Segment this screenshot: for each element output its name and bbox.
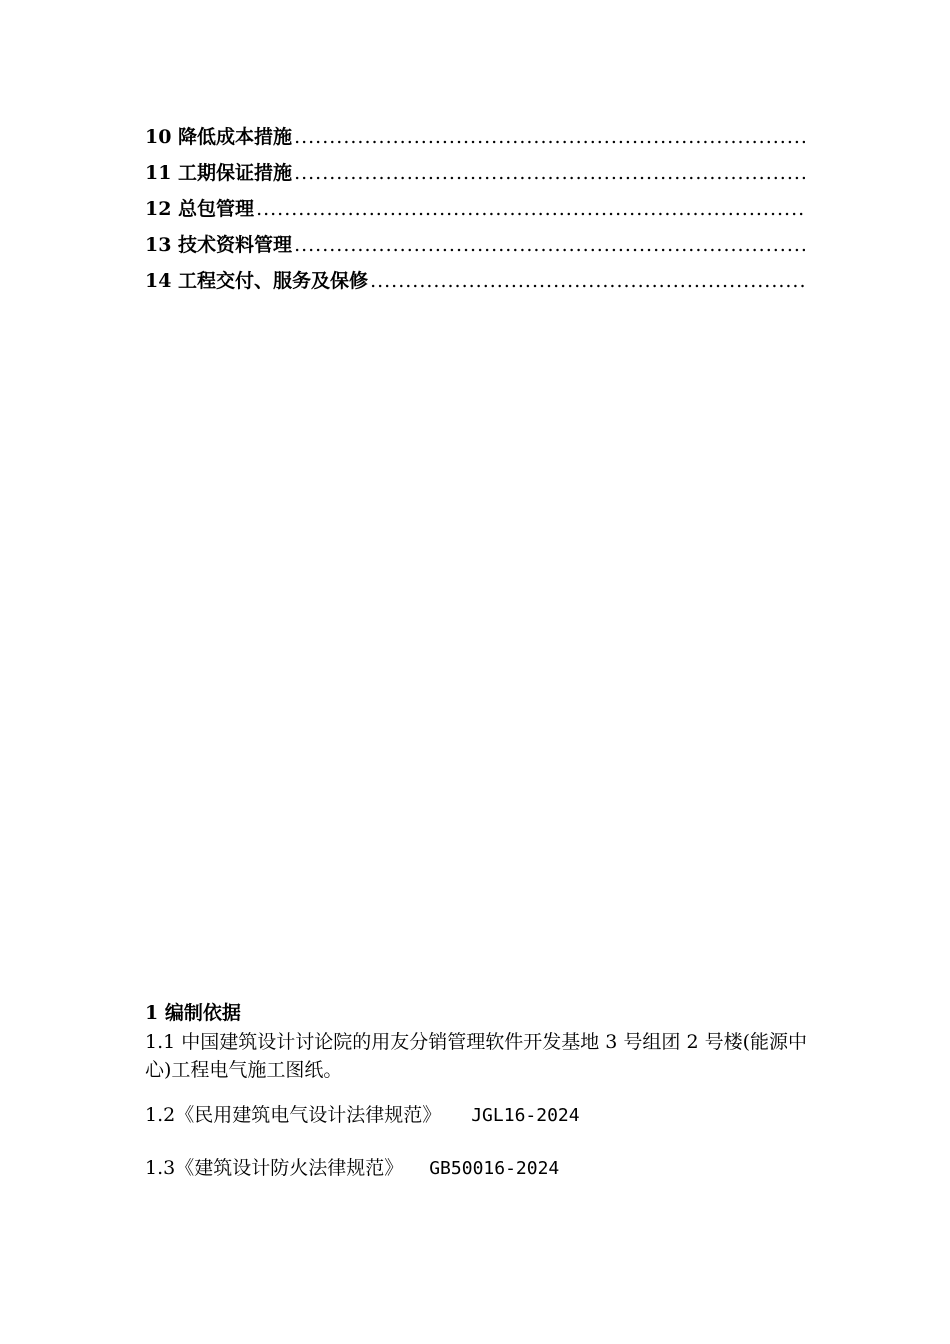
- toc-dot-leader: [294, 126, 805, 148]
- section-heading: 1 编制依据: [145, 1002, 241, 1024]
- toc-entry-label: 11 工期保证措施: [145, 162, 293, 184]
- toc-entry-10[interactable]: [145, 122, 805, 158]
- toc-dot-leader: [256, 198, 805, 220]
- toc-entry-label: 10 降低成本措施: [145, 126, 293, 148]
- toc-entry-12[interactable]: [145, 194, 805, 230]
- toc-dot-leader: [294, 162, 805, 184]
- reference-code: GB50016-2024: [429, 1158, 560, 1179]
- reference-1-2: [145, 1100, 815, 1127]
- reference-1-3: [145, 1153, 815, 1180]
- toc-entry-label: 12 总包管理: [145, 198, 255, 220]
- toc-entry-11[interactable]: [145, 158, 805, 194]
- reference-code: JGL16-2024: [471, 1105, 580, 1126]
- section-basis: [145, 998, 815, 1180]
- toc-entry-13[interactable]: [145, 230, 805, 266]
- table-of-contents: [145, 122, 805, 302]
- toc-entry-label: 13 技术资料管理: [145, 234, 293, 256]
- toc-dot-leader: [370, 270, 805, 292]
- reference-title: 1.2《民用建筑电气设计法律规范》: [145, 1104, 442, 1126]
- toc-dot-leader: [294, 234, 805, 256]
- toc-entry-label: 14 工程交付、服务及保修: [145, 270, 369, 292]
- paragraph-1-1: 1.1 中国建筑设计讨论院的用友分销管理软件开发基地 3 号组团 2 号楼(能源中心)工程电气施工图纸。: [145, 1031, 808, 1081]
- reference-title: 1.3《建筑设计防火法律规范》: [145, 1157, 404, 1179]
- toc-entry-14[interactable]: [145, 266, 805, 302]
